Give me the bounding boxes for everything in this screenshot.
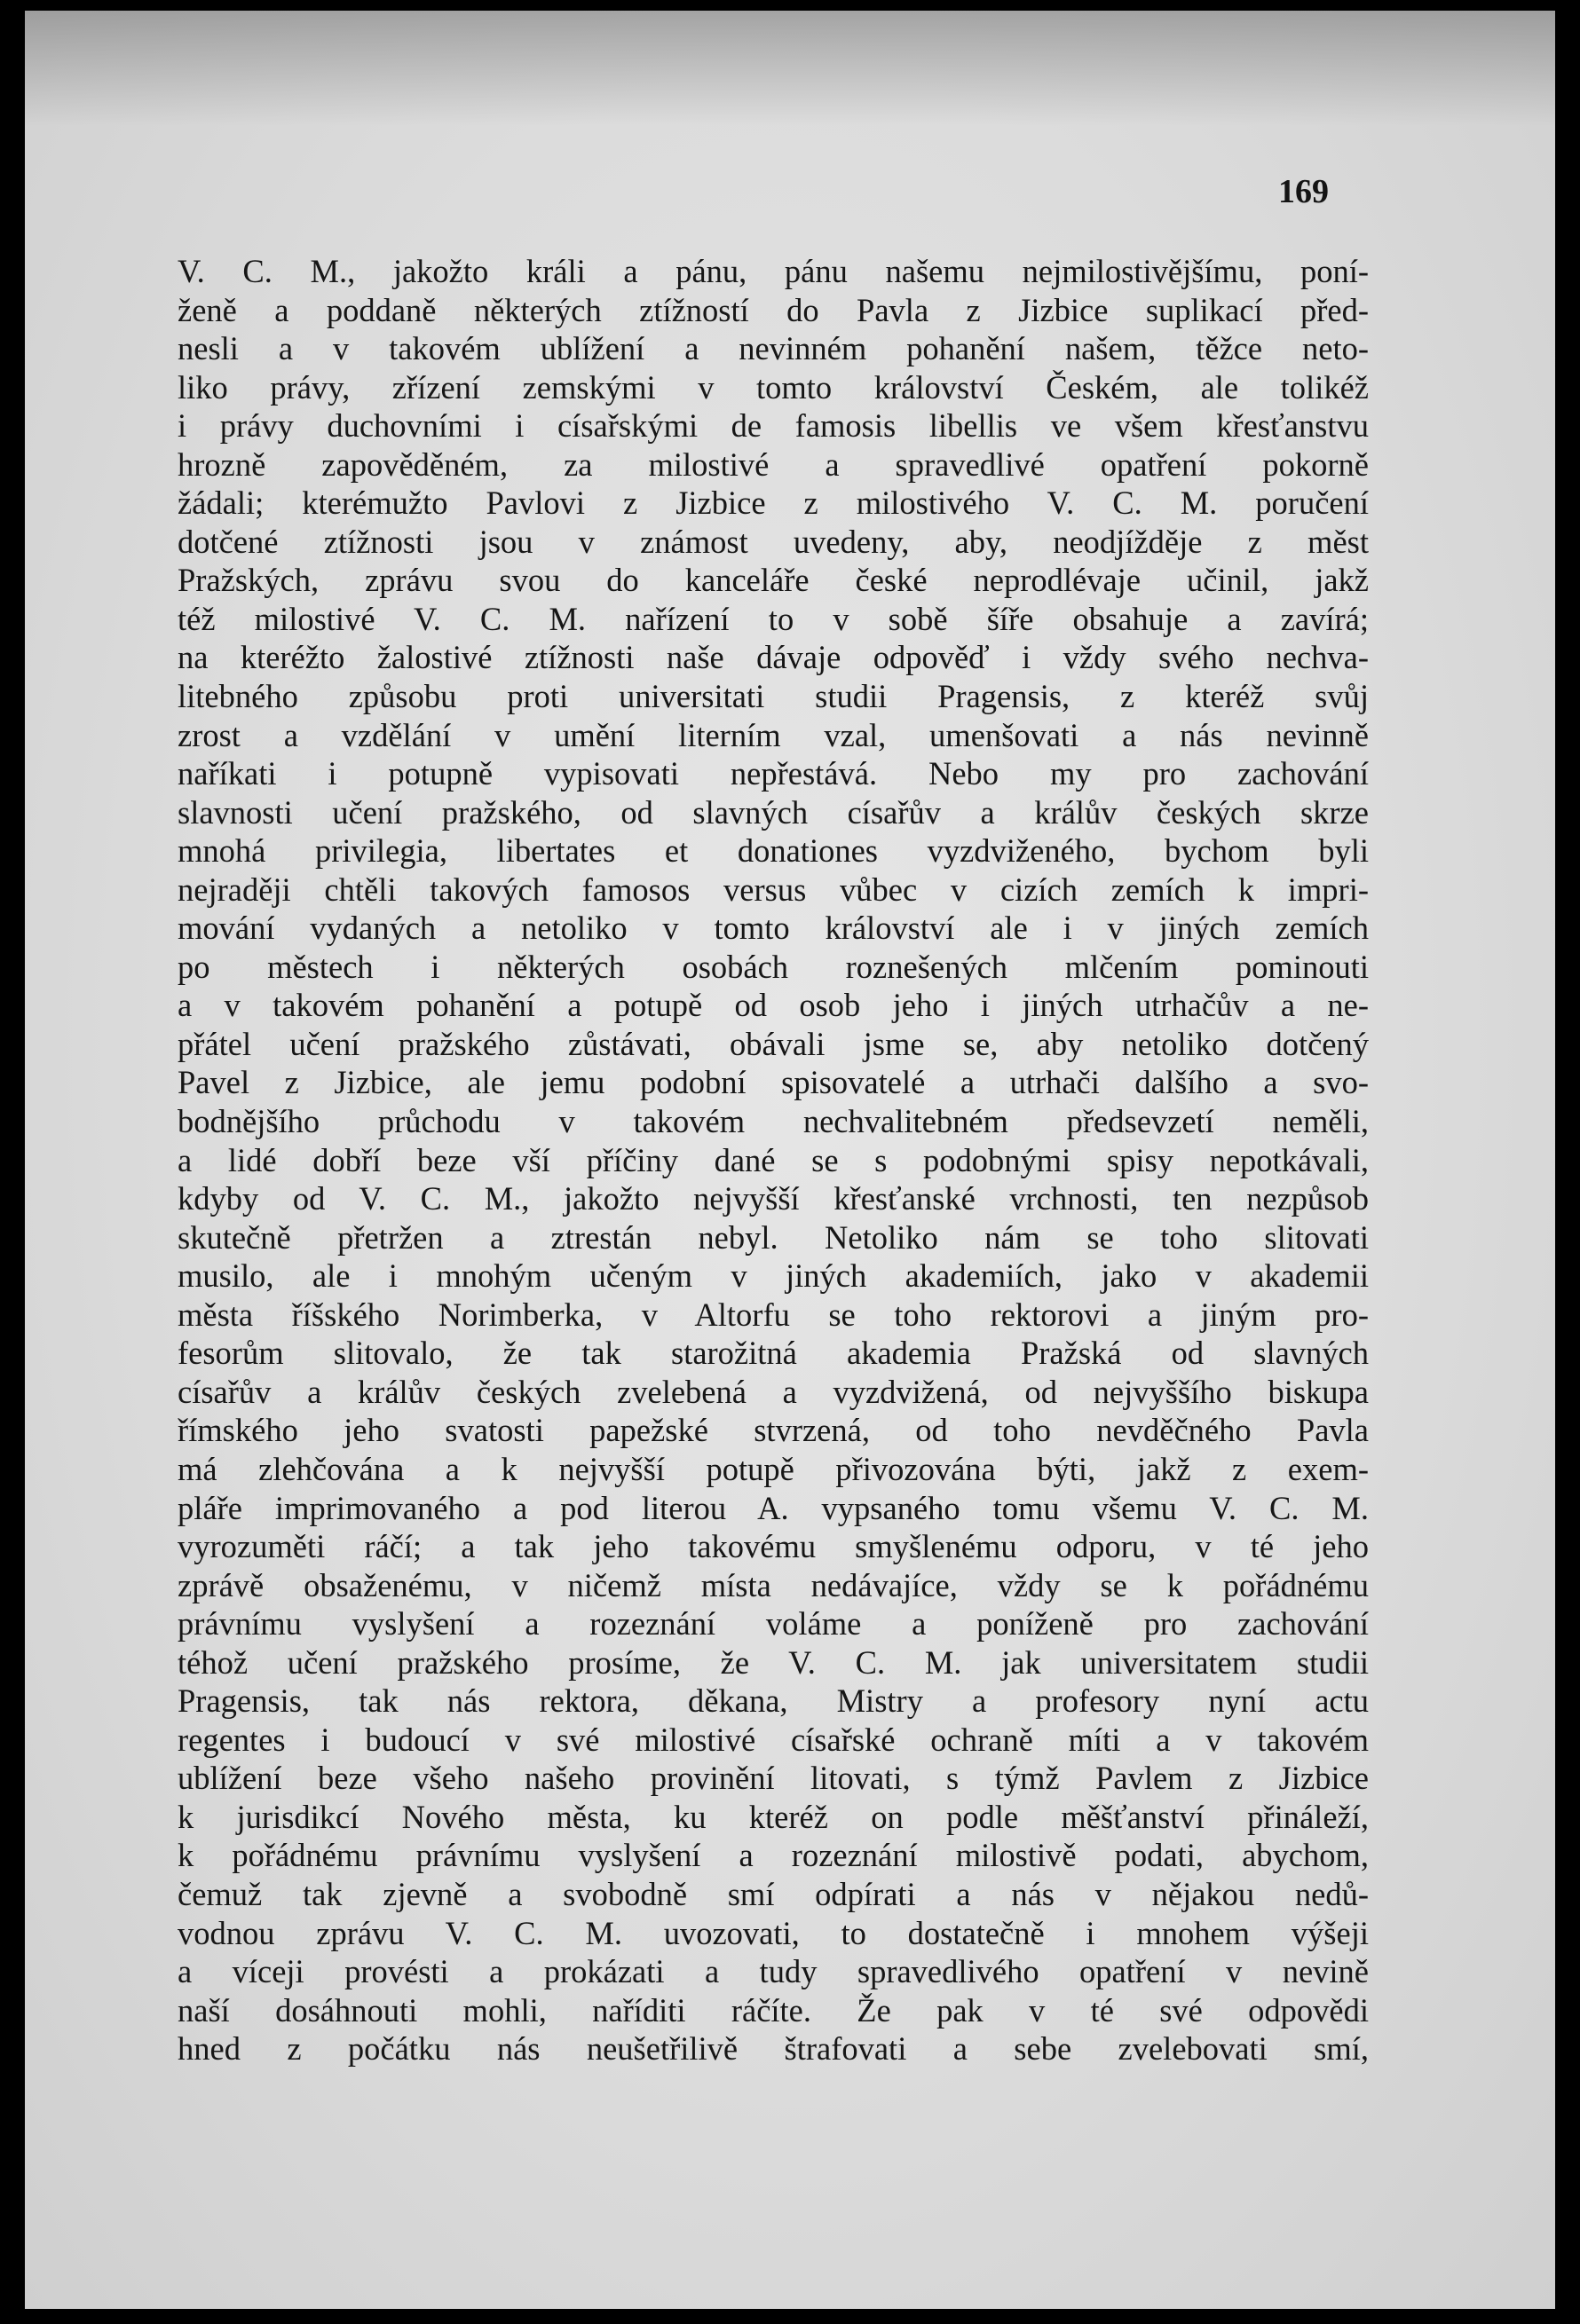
text-line: města říšského Norimberka, v Altorfu se toho rektorovi a jiným pro- bbox=[178, 1296, 1369, 1333]
text-line: ublížení beze všeho našeho provinění litovati, s týmž Pavlem z Jizbice bbox=[178, 1760, 1369, 1797]
text-line: dotčené ztížnosti jsou v známost uvedeny, aby, neodjížděje z měst bbox=[178, 523, 1369, 560]
text-line: mnohá privilegia, libertates et donationes vyzdviženého, bychom byli bbox=[178, 832, 1369, 870]
scan-shadow bbox=[25, 11, 1555, 126]
text-line: nejraději chtěli takových famosos versus vůbec v cizích zemích k impri- bbox=[178, 871, 1369, 908]
text-line: mování vydaných a netoliko v tomto království ale i v jiných zemích bbox=[178, 910, 1369, 947]
text-line: zprávě obsaženému, v ničemž místa nedávajíce, vždy se k pořádnému bbox=[178, 1566, 1369, 1603]
text-line: naší dosáhnouti mohli, naříditi ráčíte. Že pak v té své odpovědi bbox=[178, 1991, 1369, 2029]
page-number: 169 bbox=[1278, 173, 1329, 210]
text-line: k pořádnému právnímu vyslyšení a rozeznání milostivě podati, abychom, bbox=[178, 1837, 1369, 1874]
text-line: litebného způsobu proti universitati studii Pragensis, z kteréž svůj bbox=[178, 678, 1369, 715]
text-line: římského jeho svatosti papežské stvrzená, od toho nevděčného Pavla bbox=[178, 1412, 1369, 1449]
text-line: pláře imprimovaného a pod literou A. vypsaného tomu všemu V. C. M. bbox=[178, 1489, 1369, 1526]
body-text bbox=[178, 252, 1369, 2068]
text-line: k jurisdikcí Nového města, ku kteréž on podle měšťanství přináleží, bbox=[178, 1798, 1369, 1835]
text-line: čemuž tak zjevně a svobodně smí odpírati a nás v nějakou nedů- bbox=[178, 1875, 1369, 1912]
text-line: Pražských, zprávu svou do kanceláře české neprodlévaje učinil, jakž bbox=[178, 562, 1369, 599]
text-line: Pavel z Jizbice, ale jemu podobní spisovatelé a utrhači dalšího a svo- bbox=[178, 1064, 1369, 1101]
text-line: též milostivé V. C. M. nařízení to v sobě šíře obsahuje a zavírá; bbox=[178, 600, 1369, 637]
text-line: regentes i budoucí v své milostivé císařské ochraně míti a v takovém bbox=[178, 1721, 1369, 1758]
text-line: císařův a králův českých zvelebená a vyzdvižená, od nejvyššího biskupa bbox=[178, 1373, 1369, 1410]
text-line: a lidé dobří beze vší příčiny dané se s podobnými spisy nepotkávali, bbox=[178, 1141, 1369, 1178]
text-line: hned z počátku nás neušetřilivě štrafovati a sebe zvelebovati smí, bbox=[178, 2030, 1369, 2068]
scanned-page bbox=[25, 11, 1555, 2309]
text-line: téhož učení pražského prosíme, že V. C. M. jak universitatem studii bbox=[178, 1643, 1369, 1681]
text-line: zrost a vzdělání v umění literním vzal, umenšovati a nás nevinně bbox=[178, 716, 1369, 753]
text-line: na kteréžto žalostivé ztížnosti naše dávaje odpověď i vždy svého nechva- bbox=[178, 639, 1369, 676]
text-line: Pragensis, tak nás rektora, děkana, Mistry a profesory nyní actu bbox=[178, 1682, 1369, 1720]
text-line: právnímu vyslyšení a rozeznání voláme a poníženě pro zachování bbox=[178, 1605, 1369, 1643]
text-line: V. C. M., jakožto králi a pánu, pánu našemu nejmilostivějšímu, poní- bbox=[178, 253, 1369, 289]
text-line: hrozně zapověděném, za milostivé a spravedlivé opatření pokorně bbox=[178, 445, 1369, 483]
text-line: naříkati i potupně vypisovati nepřestává. Nebo my pro zachování bbox=[178, 755, 1369, 792]
text-line: vodnou zprávu V. C. M. uvozovati, to dostatečně i mnohem výšeji bbox=[178, 1914, 1369, 1951]
text-line: nesli a v takovém ublížení a nevinném pohanění našem, těžce neto- bbox=[178, 330, 1369, 367]
text-line: po městech i některých osobách roznešených mlčením pominouti bbox=[178, 948, 1369, 985]
text-line: má zlehčována a k nejvyšší potupě přivozována býti, jakž z exem- bbox=[178, 1450, 1369, 1487]
text-line: musilo, ale i mnohým učeným v jiných akademiích, jako v akademii bbox=[178, 1257, 1369, 1295]
text-line: a víceji provésti a prokázati a tudy spravedlivého opatření v nevině bbox=[178, 1953, 1369, 1990]
text-line: žádali; kterémužto Pavlovi z Jizbice z milostivého V. C. M. poručení bbox=[178, 484, 1369, 522]
text-line: bodnějšího průchodu v takovém nechvalitebném předsevzetí neměli, bbox=[178, 1103, 1369, 1140]
text-line: a v takovém pohanění a potupě od osob jeho i jiných utrhačův a ne- bbox=[178, 987, 1369, 1024]
text-line: slavnosti učení pražského, od slavných císařův a králův českých skrze bbox=[178, 793, 1369, 831]
text-line: liko právy, zřízení zemskými v tomto království Českém, ale tolikéž bbox=[178, 368, 1369, 406]
text-line: i právy duchovními i císařskými de famosis libellis ve všem křesťanstvu bbox=[178, 407, 1369, 445]
text-line: vyrozuměti ráčí; a tak jeho takovému smyšlenému odporu, v té jeho bbox=[178, 1528, 1369, 1565]
text-line: kdyby od V. C. M., jakožto nejvyšší křesťanské vrchnosti, ten nezpůsob bbox=[178, 1180, 1369, 1217]
text-line: ženě a poddaně některých ztížností do Pavla z Jizbice suplikací před- bbox=[178, 291, 1369, 328]
text-line: přátel učení pražského zůstávati, obávali jsme se, aby netoliko dotčený bbox=[178, 1025, 1369, 1062]
text-line: fesorům slitovalo, že tak starožitná akademia Pražská od slavných bbox=[178, 1335, 1369, 1372]
text-line: skutečně přetržen a ztrestán nebyl. Netoliko nám se toho slitovati bbox=[178, 1218, 1369, 1256]
